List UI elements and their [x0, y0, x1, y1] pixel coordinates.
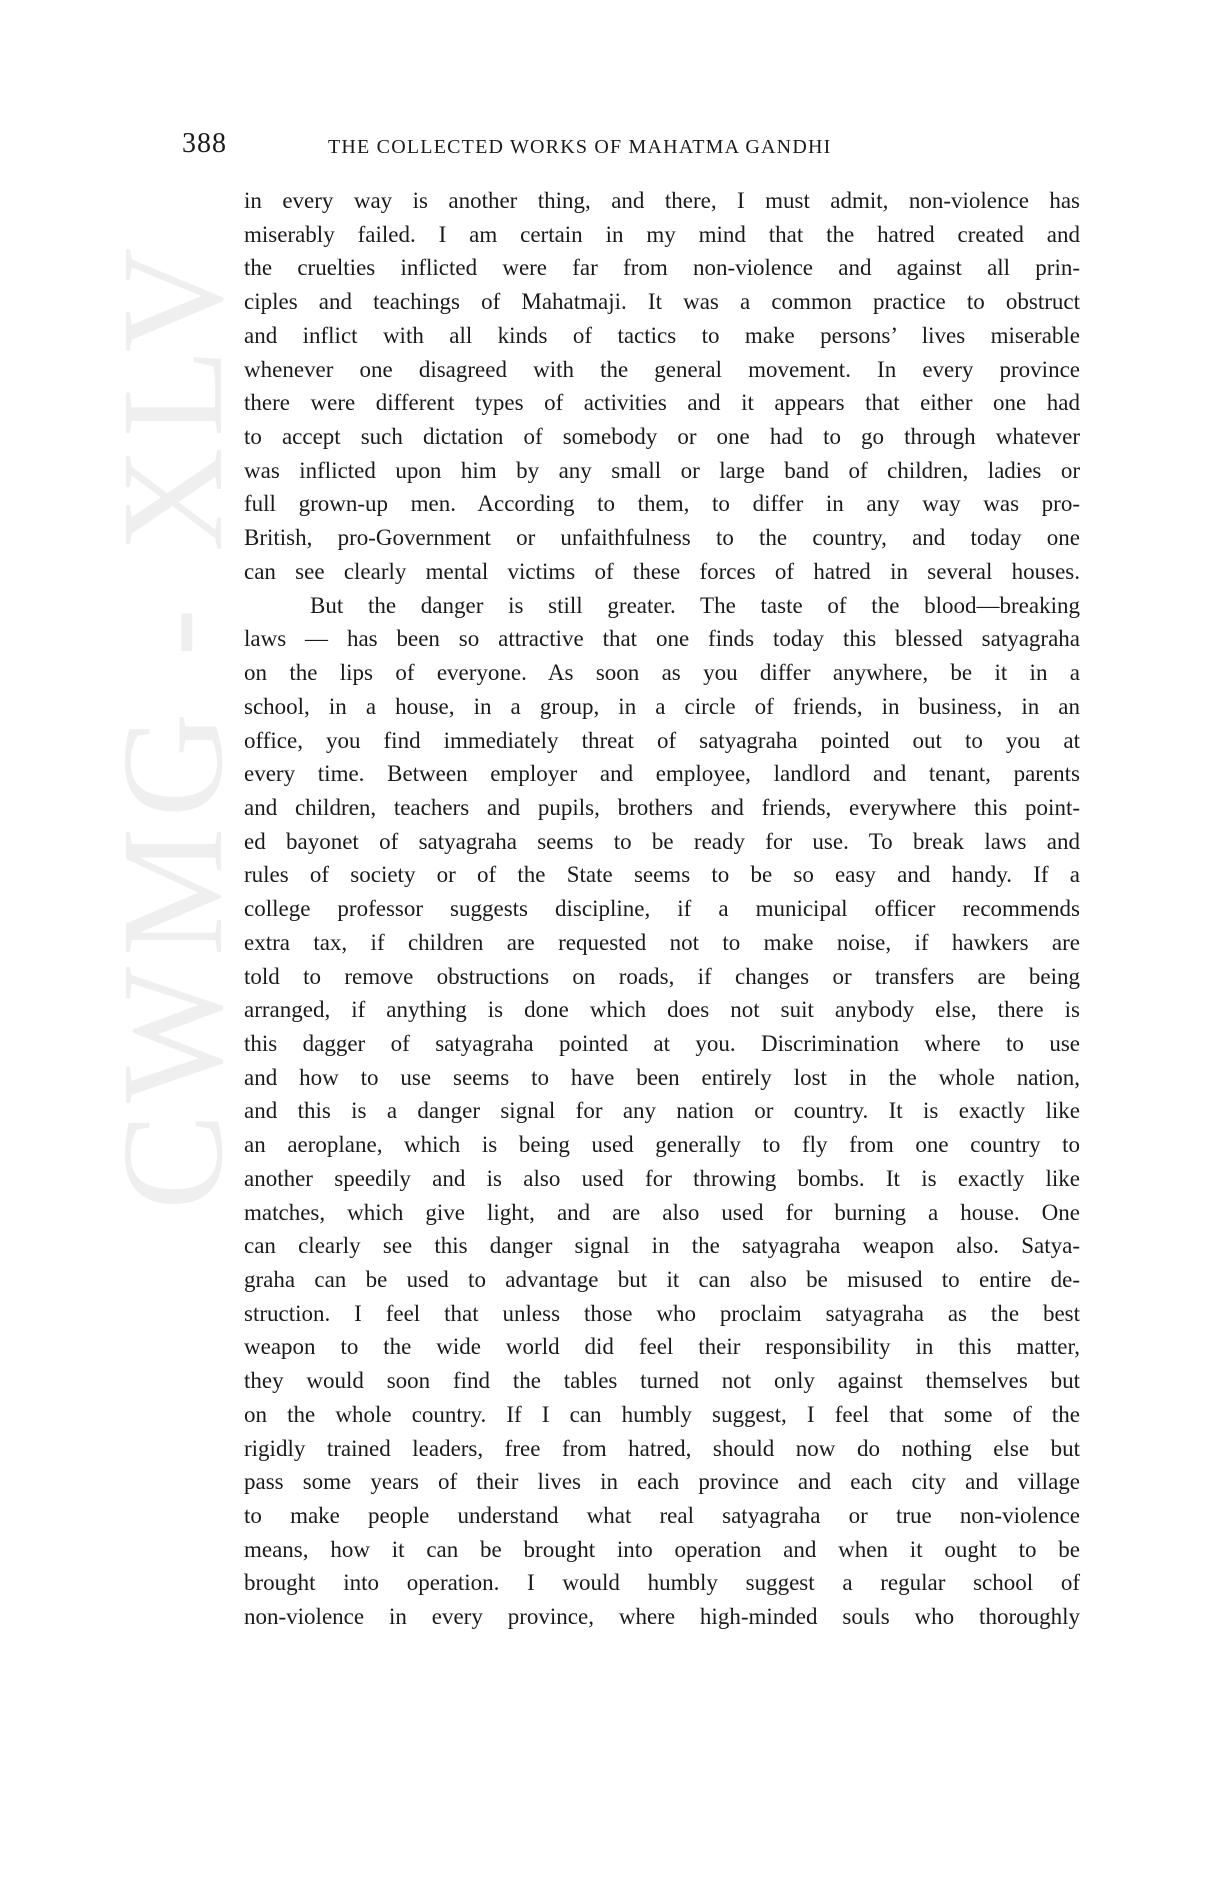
- text-line: school, in a house, in a group, in a circle of friends, in business, in an: [244, 693, 1080, 719]
- text-line: was inflicted upon him by any small or large band of children, ladies or: [244, 457, 1080, 483]
- text-line: pass some years of their lives in each province and each city and village: [244, 1469, 1080, 1495]
- text-line: every time. Between employer and employee, landlord and tenant, parents: [244, 761, 1080, 787]
- text-line: ed bayonet of satyagraha seems to be ready for use. To break laws and: [244, 828, 1080, 854]
- text-line: whenever one disagreed with the general movement. In every province: [244, 356, 1080, 382]
- text-line: the cruelties inflicted were far from non-violence and against all prin-: [244, 255, 1080, 281]
- text-line: and children, teachers and pupils, brothers and friends, everywhere this point-: [244, 794, 1080, 820]
- text-line: on the lips of everyone. As soon as you differ anywhere, be it in a: [244, 660, 1080, 686]
- text-line: graha can be used to advantage but it can also be misused to entire de-: [244, 1267, 1080, 1292]
- text-line: an aeroplane, which is being used generally to fly from one country to: [244, 1132, 1080, 1158]
- text-line: rigidly trained leaders, free from hatred, should now do nothing else but: [244, 1435, 1080, 1461]
- text-line: college professor suggests discipline, if a municipal officer recommends: [244, 896, 1080, 922]
- text-line: arranged, if anything is done which does not suit anybody else, there is: [244, 997, 1080, 1023]
- text-line: brought into operation. I would humbly suggest a regular school of: [244, 1570, 1080, 1596]
- text-line: on the whole country. If I can humbly suggest, I feel that some of the: [244, 1401, 1080, 1427]
- text-line: British, pro-Government or unfaithfulness to the country, and today one: [244, 525, 1080, 551]
- text-line: and inflict with all kinds of tactics to make persons’ lives miserable: [244, 322, 1080, 348]
- text-line: non-violence in every province, where high-minded souls who thoroughly: [244, 1604, 1080, 1630]
- watermark: CWMG - XLV: [93, 237, 253, 1210]
- text-line: laws — has been so attractive that one finds today this blessed satyagraha: [244, 626, 1080, 652]
- text-line: and how to use seems to have been entirely lost in the whole nation,: [244, 1064, 1080, 1090]
- text-line: struction. I feel that unless those who proclaim satyagraha as the best: [244, 1300, 1080, 1326]
- running-title: THE COLLECTED WORKS OF MAHATMA GANDHI: [328, 136, 832, 158]
- text-line: full grown-up men. According to them, to differ in any way was pro-: [244, 491, 1080, 517]
- text-line: another speedily and is also used for throwing bombs. It is exactly like: [244, 1165, 1080, 1191]
- text-line: weapon to the wide world did feel their responsibility in this matter,: [244, 1334, 1080, 1360]
- text-line: rules of society or of the State seems to be so easy and handy. If a: [244, 862, 1080, 888]
- text-line: means, how it can be brought into operation and when it ought to be: [244, 1536, 1080, 1562]
- text-line: office, you find immediately threat of satyagraha pointed out to you at: [244, 727, 1080, 753]
- text-line: this dagger of satyagraha pointed at you. Discrimination where to use: [244, 1030, 1080, 1056]
- text-line: there were different types of activities and it appears that either one had: [244, 390, 1080, 416]
- text-line: ciples and teachings of Mahatmaji. It was a common practice to obstruct: [244, 289, 1080, 315]
- text-line: can clearly see this danger signal in the satyagraha weapon also. Satya-: [244, 1233, 1080, 1259]
- text-line: extra tax, if children are requested not to make noise, if hawkers are: [244, 929, 1080, 955]
- text-line: can see clearly mental victims of these forces of hatred in several houses.: [244, 558, 1080, 584]
- text-line: to make people understand what real satyagraha or true non-violence: [244, 1503, 1080, 1529]
- text-line: to accept such dictation of somebody or one had to go through whatever: [244, 424, 1080, 450]
- text-line: they would soon find the tables turned not only against themselves but: [244, 1368, 1080, 1394]
- text-line: told to remove obstructions on roads, if changes or transfers are being: [244, 963, 1080, 989]
- text-line: matches, which give light, and are also used for burning a house. One: [244, 1199, 1080, 1225]
- page-header: [182, 128, 1082, 168]
- page-number: 388: [182, 128, 227, 159]
- body-text: [244, 184, 1080, 1634]
- text-line: in every way is another thing, and there, I must admit, non-violence has: [244, 188, 1080, 213]
- paragraph-first-line: But the danger is still greater. The taste of the blood—breaking: [310, 592, 1080, 618]
- text-line: miserably failed. I am certain in my mind that the hatred created and: [244, 221, 1080, 247]
- text-line: and this is a danger signal for any nation or country. It is exactly like: [244, 1098, 1080, 1124]
